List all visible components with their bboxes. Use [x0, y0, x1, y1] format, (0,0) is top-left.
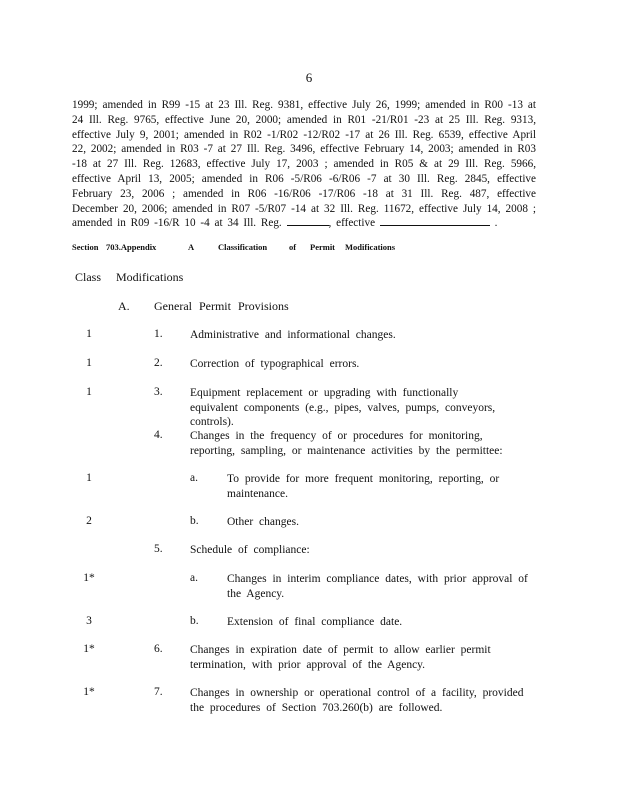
item-number: 3. [154, 386, 163, 398]
item-number: 7. [154, 686, 163, 698]
item-text: Equipment replacement or upgrading with functionally equivalent components (e.g., pipes, valves, pumps, conveyors, controls). [190, 387, 496, 428]
item-number: 1. [154, 328, 163, 340]
item-class: 1* [83, 643, 95, 655]
modifications-column-header: Modifications [116, 270, 184, 284]
item-class: 3 [86, 615, 92, 627]
item-class: 2 [86, 515, 92, 527]
item-number: 5. [154, 543, 163, 555]
item-number: 2. [154, 357, 163, 369]
page-number: 6 [305, 70, 313, 85]
history-note [72, 98, 536, 231]
item-text: Changes in expiration date of permit to allow earlier permit termination, with prior approval of the Agency. [190, 644, 491, 671]
history-text: 1999; amended in R99 -15 at 23 Ill. Reg. 9381, effective July 26, 1999; amended in R00 -13 at 24 Ill. Reg. 9765, effective June 20, 2000; amended in R01 -21/R01 -23 at 25 Ill. Reg. 9313, effective July 9, 2001; amended in R02 -1/R02 -12/R02 -17 at 26 Ill. Reg. 6539, effective April 22, 2002; amended in R03 -7 at 27 Ill. Reg. 3496, effective February 14, 2003; amended in R03 -18 at 27 Ill. Reg. 12683, effective July 17, 2003 ; amended in R05 & at 29 Ill. Reg. 5966, effective April 13, 2005; amended in R06 -5/R06 -6/R06 -7 at 30 Ill. Reg. 2845, effective February 23, 2006 ; amended in R06 -16/R06 -17/R06 -18 at 31 Ill. Reg. 487, effective December 20, 2006; amended in R07 -5/R07 -14 at 32 Ill. Reg. 11672, effective July 14, 2008 ; amended in R09 -16/R 10 -4 at 34 Ill. Reg. [72, 99, 536, 230]
item-number: b. [190, 615, 199, 627]
item-text: Extension of final compliance date. [227, 616, 403, 628]
item-number: 4. [154, 429, 163, 441]
group-title: General Permit Provisions [154, 299, 289, 313]
item-class: 1 [86, 386, 92, 398]
item-class: 1 [86, 472, 92, 484]
item-text: Changes in ownership or operational control of a facility, provided the procedures of Section 703.260(b) are followed. [190, 687, 524, 714]
item-text: Correction of typographical errors. [190, 358, 360, 370]
section-word-modifications: Modifications [345, 242, 396, 252]
item-class: 1* [83, 572, 95, 584]
blank-line-effective [380, 216, 490, 226]
section-letter: A [188, 242, 195, 252]
item-number: b. [190, 515, 199, 527]
history-effective: , effective [328, 217, 376, 230]
class-column-header: Class [75, 270, 102, 284]
history-end: . [494, 217, 498, 230]
blank-line-reg [287, 216, 329, 226]
item-text: Administrative and informational changes. [190, 329, 396, 341]
item-text: Other changes. [227, 516, 299, 528]
item-class: 1 [86, 357, 92, 369]
item-text: To provide for more frequent monitoring, reporting, or maintenance. [227, 473, 500, 500]
item-number: a. [190, 572, 198, 584]
item-class: 1* [83, 686, 95, 698]
group-letter: A. [118, 299, 130, 313]
section-word-of: of [289, 242, 297, 252]
item-text: Changes in interim compliance dates, with prior approval of the Agency. [227, 573, 528, 600]
section-word-permit: Permit [310, 242, 336, 252]
section-word-classification: Classification [218, 242, 268, 252]
section-label: Section [72, 242, 99, 252]
item-number: a. [190, 472, 198, 484]
item-number: 6. [154, 643, 163, 655]
item-text: Changes in the frequency of or procedures for monitoring, reporting, sampling, or maintenance activities by the permittee: [190, 430, 503, 457]
item-class: 1 [86, 328, 92, 340]
section-number: 703.Appendix [106, 242, 157, 252]
item-text: Schedule of compliance: [190, 544, 310, 556]
